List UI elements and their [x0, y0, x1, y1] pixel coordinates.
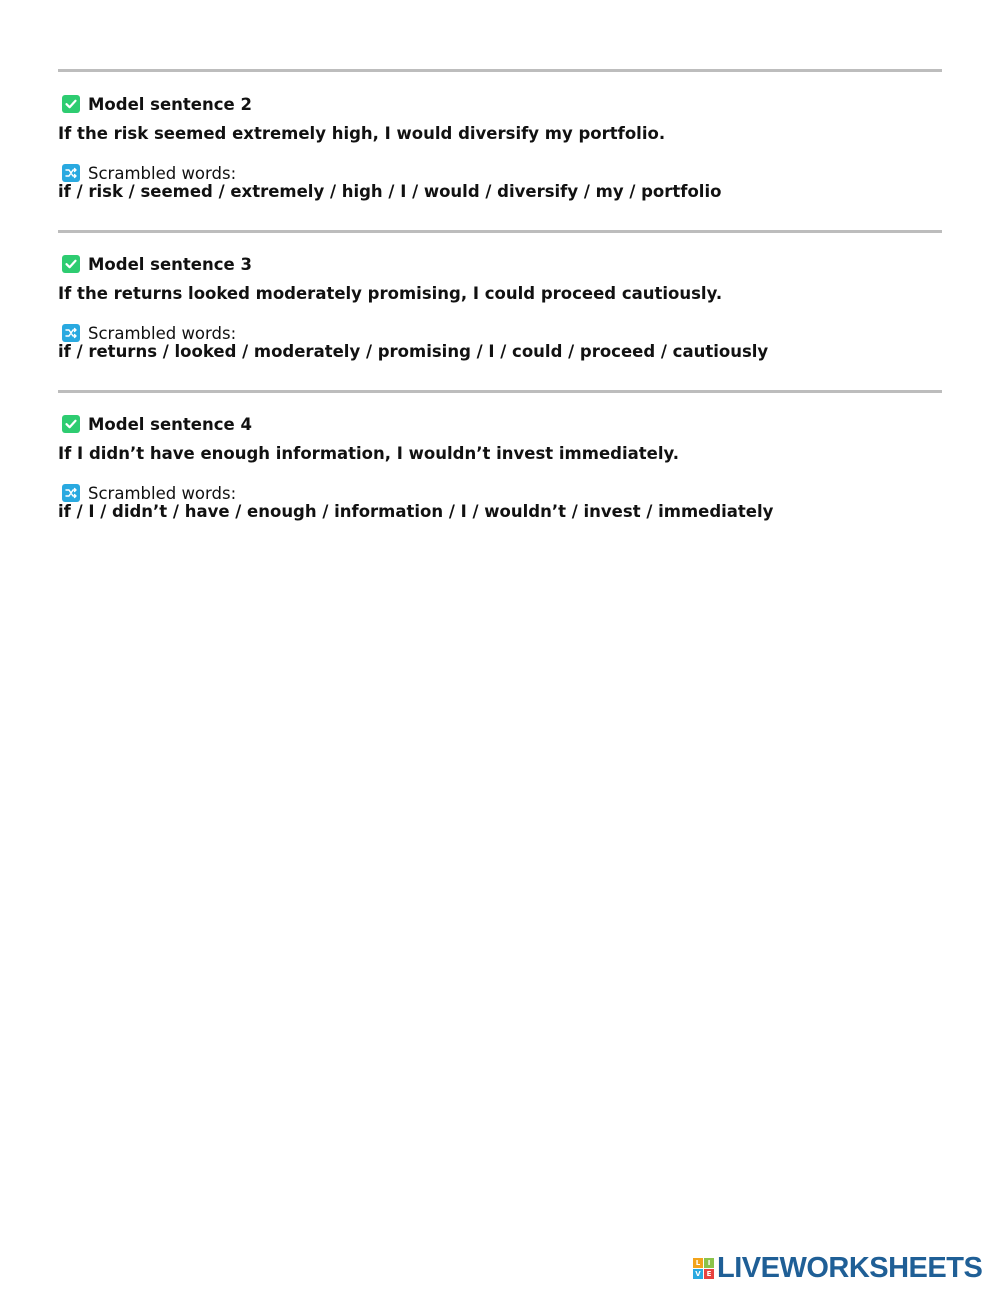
logo-block: L — [693, 1258, 703, 1268]
model-sentence-section — [58, 92, 942, 212]
check-icon — [62, 95, 80, 113]
logo-block: V — [693, 1269, 703, 1279]
scrambled-label: Scrambled words: — [88, 483, 237, 503]
logo-text: LIVEWORKSHEETS — [717, 1251, 983, 1284]
section-heading-text: Model sentence 3 — [88, 254, 252, 274]
shuffle-icon — [62, 164, 80, 182]
section-divider — [58, 230, 942, 233]
check-icon — [62, 415, 80, 433]
section-heading-text: Model sentence 4 — [88, 414, 252, 434]
scrambled-label: Scrambled words: — [88, 163, 237, 183]
model-sentence-section — [58, 252, 942, 372]
model-sentence: If I didn’t have enough information, I wouldn’t invest immediately. — [58, 444, 679, 463]
scrambled-label: Scrambled words: — [88, 323, 237, 343]
scrambled-label-row — [58, 482, 236, 504]
scrambled-label-row — [58, 162, 236, 184]
section-heading — [58, 252, 942, 276]
scrambled-words: if / risk / seemed / extremely / high / I / would / diversify / my / portfolio — [58, 182, 722, 201]
model-sentence: If the risk seemed extremely high, I would diversify my portfolio. — [58, 124, 666, 143]
section-heading — [58, 92, 942, 116]
scrambled-label-row — [58, 322, 236, 344]
shuffle-icon — [62, 484, 80, 502]
shuffle-icon — [62, 324, 80, 342]
scrambled-words: if / returns / looked / moderately / promising / I / could / proceed / cautiously — [58, 342, 769, 361]
logo-block: E — [704, 1269, 714, 1279]
logo-block: I — [704, 1258, 714, 1268]
section-divider — [58, 390, 942, 393]
section-heading-text: Model sentence 2 — [88, 94, 252, 114]
model-sentence: If the returns looked moderately promising, I could proceed cautiously. — [58, 284, 723, 303]
model-sentence-section — [58, 412, 942, 532]
section-divider — [58, 69, 942, 72]
logo-blocks — [693, 1258, 714, 1279]
liveworksheets-logo[interactable] — [693, 1253, 982, 1283]
check-icon — [62, 255, 80, 273]
section-heading — [58, 412, 942, 436]
scrambled-words: if / I / didn’t / have / enough / information / I / wouldn’t / invest / immediately — [58, 502, 774, 521]
